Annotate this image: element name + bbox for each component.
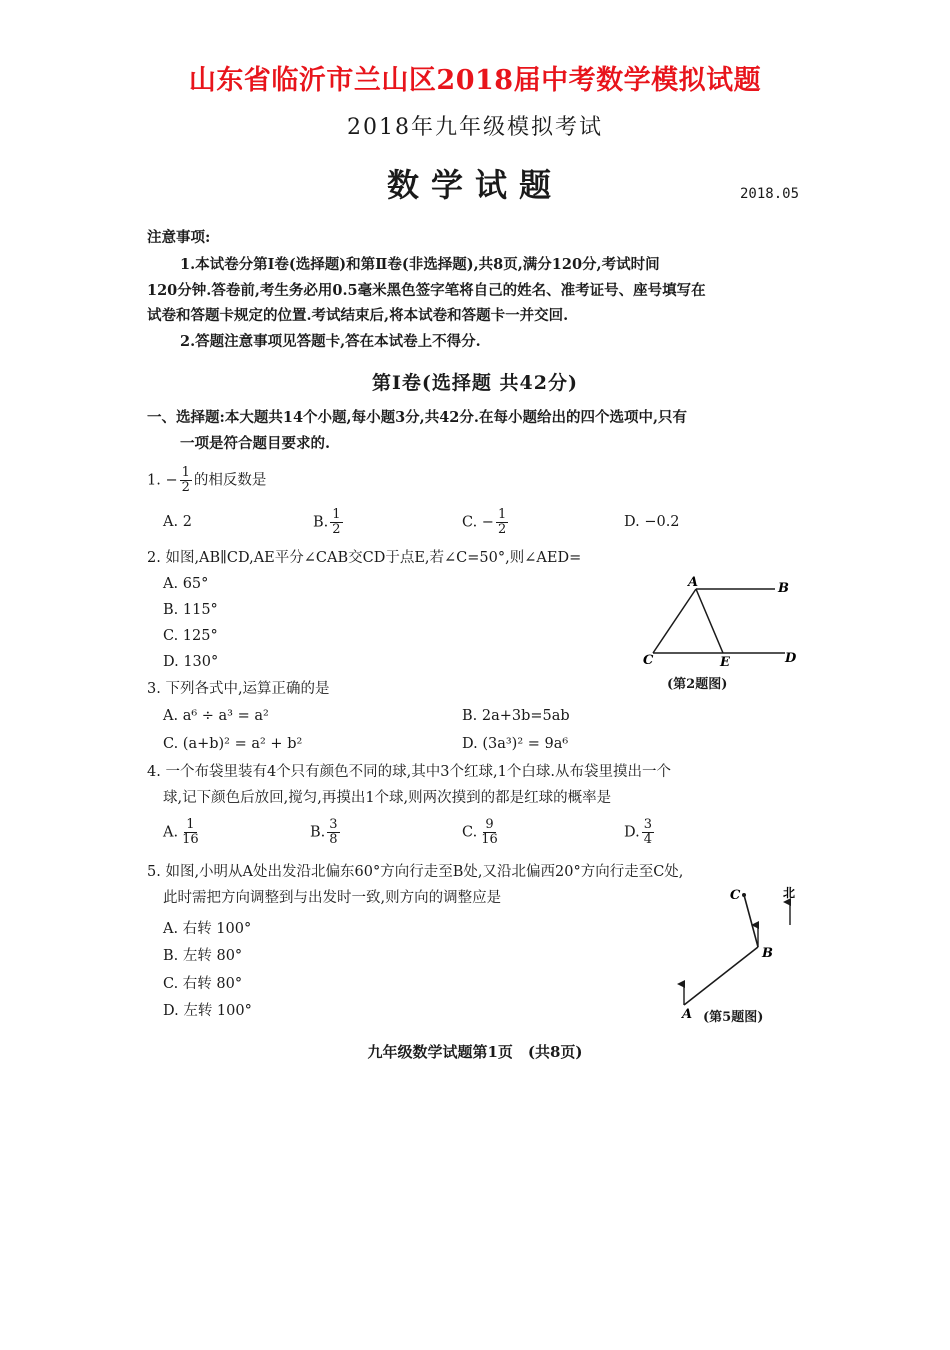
q2-option-c: C. 125° (163, 628, 218, 644)
q5-caption: (第5题图) (703, 1010, 764, 1025)
question-5-line2: 此时需把方向调整到与出发时一致,则方向的调整应是 (163, 890, 502, 906)
q4-a-fraction (180, 818, 201, 847)
q4-option-b (310, 818, 342, 847)
label-c: C (643, 653, 654, 667)
point-c (742, 893, 746, 897)
question-3-stem: 3. 下列各式中,运算正确的是 (147, 681, 330, 697)
segment-bc (744, 895, 758, 947)
q4-b-den: 8 (329, 832, 338, 847)
q1-suffix: 的相反数是 (193, 472, 267, 489)
q1-b-fraction (330, 508, 342, 537)
q4-a-prefix: A. (163, 824, 179, 841)
label-e: E (720, 655, 730, 667)
q4-d-den: 4 (643, 832, 652, 847)
q1-option-c (462, 508, 510, 537)
q5-option-b: B. 左转 80° (163, 948, 243, 964)
q5-option-d: D. 左转 100° (163, 1003, 252, 1019)
q5-figure (670, 880, 810, 1020)
q4-b-prefix: B. (310, 824, 326, 841)
segment-ab (684, 947, 758, 1005)
question-4-line2: 球,记下颜色后放回,搅匀,再摸出1个球,则两次摸到的都是红球的概率是 (163, 790, 612, 806)
label-a: A (682, 1007, 693, 1020)
q4-d-num: 3 (643, 817, 652, 832)
question-5-line1: 5. 如图,小明从A处出发沿北偏东60°方向行走至B处,又沿北偏西20°方向行走至C处, (147, 864, 684, 880)
document-source-title: 山东省临沂市兰山区2018届中考数学模拟试题 (188, 65, 762, 96)
q2-caption: (第2题图) (667, 677, 728, 692)
q1-c-num: 1 (497, 507, 507, 522)
q2-figure (640, 572, 820, 667)
section-title: 第Ⅰ卷(选择题 共42分) (372, 372, 578, 394)
north-label: 北 (783, 886, 796, 900)
q1-fraction (180, 466, 192, 495)
q4-option-c (462, 818, 502, 847)
q4-c-num: 9 (485, 817, 494, 832)
q4-c-den: 16 (481, 832, 498, 847)
label-c: C (730, 888, 741, 903)
q4-a-den: 16 (182, 832, 199, 847)
q3-option-b: B. 2a+3b=5ab (462, 708, 570, 724)
notice-item1-line1: 1.本试卷分第Ⅰ卷(选择题)和第Ⅱ卷(非选择题),共8页,满分120分,考试时间 (180, 256, 660, 273)
section-intro-line2: 一项是符合题目要求的. (180, 435, 331, 452)
q1-c-fraction (496, 508, 508, 537)
q1-b-prefix: B. (313, 514, 329, 531)
notice-item2: 2.答题注意事项见答题卡,答在本试卷上不得分. (180, 333, 481, 350)
exam-title: 2018年九年级模拟考试 (347, 115, 603, 140)
q3-option-a: A. a⁶ ÷ a³ = a² (163, 708, 269, 724)
q4-c-prefix: C. (462, 824, 478, 841)
notice-heading: 注意事项: (147, 229, 211, 246)
label-b: B (778, 581, 789, 596)
section-intro-line1: 一、选择题:本大题共14个小题,每小题3分,共42分.在每小题给出的四个选项中,只有 (147, 409, 687, 426)
q1-b-num: 1 (332, 507, 341, 522)
q1-option-b (313, 508, 345, 537)
q4-c-fraction (479, 818, 500, 847)
q2-option-b: B. 115° (163, 602, 218, 618)
q3-option-c: C. (a+b)² = a² + b² (163, 736, 303, 752)
q4-d-fraction (642, 818, 654, 847)
exam-date: 2018.05 (740, 186, 800, 202)
q4-b-num: 3 (329, 817, 338, 832)
q1-c-prefix: C. − (462, 514, 494, 531)
q2-option-a: A. 65° (163, 576, 209, 592)
page-footer: 九年级数学试题第1页 (共8页) (367, 1043, 583, 1061)
label-b: B (762, 946, 773, 961)
q4-option-d (624, 818, 656, 847)
subject-title: 数学试题 (386, 166, 563, 204)
q1-b-den: 2 (332, 522, 341, 537)
question-2-stem: 2. 如图,AB∥CD,AE平分∠CAB交CD于点E,若∠C=50°,则∠AED= (147, 550, 582, 566)
q2-option-d: D. 130° (163, 654, 219, 670)
q4-a-num: 1 (186, 817, 195, 832)
q1-option-a: A. 2 (163, 514, 192, 530)
question-4-line1: 4. 一个布袋里装有4个只有颜色不同的球,其中3个红球,1个白球.从布袋里摸出一个 (147, 764, 671, 780)
line-ae (696, 589, 723, 653)
q1-den: 2 (181, 480, 190, 495)
q4-b-fraction (327, 818, 339, 847)
notice-item1-line2: 120分钟.答卷前,考生务必用0.5毫米黑色签字笔将自己的姓名、准考证号、座号填写在 (147, 282, 706, 299)
q4-option-a (163, 818, 203, 847)
q1-num: 1 (181, 465, 190, 480)
q1-option-d: D. −0.2 (624, 514, 680, 530)
q1-c-den: 2 (497, 522, 507, 537)
label-d: D (785, 651, 797, 666)
q1-prefix: 1. − (147, 472, 178, 489)
notice-item1-line3: 试卷和答题卡规定的位置.考试结束后,将本试卷和答题卡一并交回. (147, 307, 569, 324)
q5-option-a: A. 右转 100° (163, 921, 252, 937)
label-a: A (688, 575, 699, 590)
q3-option-d: D. (3a³)² = 9a⁶ (462, 736, 569, 752)
q5-option-c: C. 右转 80° (163, 976, 243, 992)
line-ac (653, 589, 696, 653)
question-1-stem (147, 466, 266, 495)
q4-d-prefix: D. (624, 824, 640, 841)
